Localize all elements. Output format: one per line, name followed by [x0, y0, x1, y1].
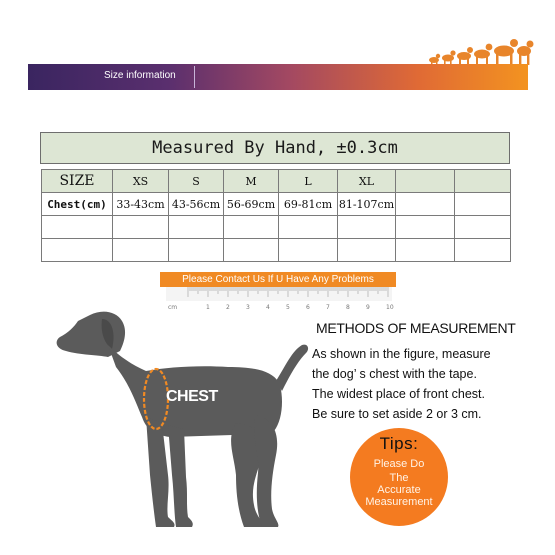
table-cell: [396, 239, 455, 262]
table-cell: [455, 239, 511, 262]
table-header-cell: [396, 170, 455, 193]
contact-banner: Please Contact Us If U Have Any Problems: [160, 272, 396, 287]
ruler-tick-label: 10: [386, 304, 394, 311]
table-cell: [455, 216, 511, 239]
table-cell: 43-56cm: [169, 193, 224, 216]
ruler-tick-label: 4: [266, 304, 270, 311]
tips-title: Tips:: [379, 434, 419, 453]
table-cell: [396, 193, 455, 216]
table-header-cell: M: [224, 170, 279, 193]
methods-line: the dog’ s chest with the tape.: [312, 367, 477, 381]
ruler-unit: cm: [168, 304, 178, 311]
table-row: [42, 239, 511, 262]
table-cell: [224, 239, 279, 262]
tips-line: Please Do: [373, 458, 425, 470]
ruler-tick-label: 3: [246, 304, 250, 311]
table-cell: [224, 216, 279, 239]
table-header-cell: SIZE: [42, 170, 113, 193]
table-cell: [113, 239, 169, 262]
ruler-tick-label: 9: [366, 304, 370, 311]
banner-title: Size information: [104, 70, 176, 81]
banner-divider: [194, 66, 195, 88]
table-row: [42, 216, 511, 239]
measurement-heading: Measured By Hand, ±0.3cm: [40, 132, 510, 164]
chest-label: CHEST: [166, 388, 218, 405]
table-cell: [279, 216, 338, 239]
methods-text: [312, 344, 534, 424]
table-cell: [169, 216, 224, 239]
tips-line: Accurate: [377, 484, 421, 496]
dog-silhouette-icon: [50, 305, 310, 537]
table-cell: Chest(cm): [42, 193, 113, 216]
table-cell: [396, 216, 455, 239]
table-cell: [42, 239, 113, 262]
table-cell: [113, 216, 169, 239]
tips-line: Measurement: [365, 496, 433, 508]
table-header-cell: L: [279, 170, 338, 193]
table-cell: [42, 216, 113, 239]
ruler-tick-label: 2: [226, 304, 230, 311]
dog-silhouettes-icon: [424, 34, 534, 66]
table-header-cell: S: [169, 170, 224, 193]
table-cell: [455, 193, 511, 216]
tips-line: The: [389, 472, 409, 484]
tips-circle: [350, 428, 448, 526]
table-cell: 69-81cm: [279, 193, 338, 216]
table-header-cell: XL: [338, 170, 396, 193]
table-header-cell: XS: [113, 170, 169, 193]
ruler-tick-label: 6: [306, 304, 310, 311]
ruler-tick-label: 1: [206, 304, 210, 311]
table-cell: [169, 239, 224, 262]
table-header-row: [42, 170, 511, 193]
methods-line: Be sure to set aside 2 or 3 cm.: [312, 407, 482, 421]
table-cell: [279, 239, 338, 262]
methods-line: The widest place of front chest.: [312, 387, 486, 401]
methods-title: METHODS OF MEASUREMENT: [316, 320, 516, 336]
ruler-tick-label: 8: [346, 304, 350, 311]
ruler-tick-label: 5: [286, 304, 290, 311]
ruler-tick-label: 7: [326, 304, 330, 311]
table-cell: [338, 216, 396, 239]
table-cell: 56-69cm: [224, 193, 279, 216]
size-info-banner: [28, 64, 528, 90]
table-header-cell: [455, 170, 511, 193]
table-cell: 81-107cm: [338, 193, 396, 216]
table-row: [42, 193, 511, 216]
table-cell: 33-43cm: [113, 193, 169, 216]
size-table: [41, 169, 511, 262]
table-cell: [338, 239, 396, 262]
methods-line: As shown in the figure, measure: [312, 347, 491, 361]
